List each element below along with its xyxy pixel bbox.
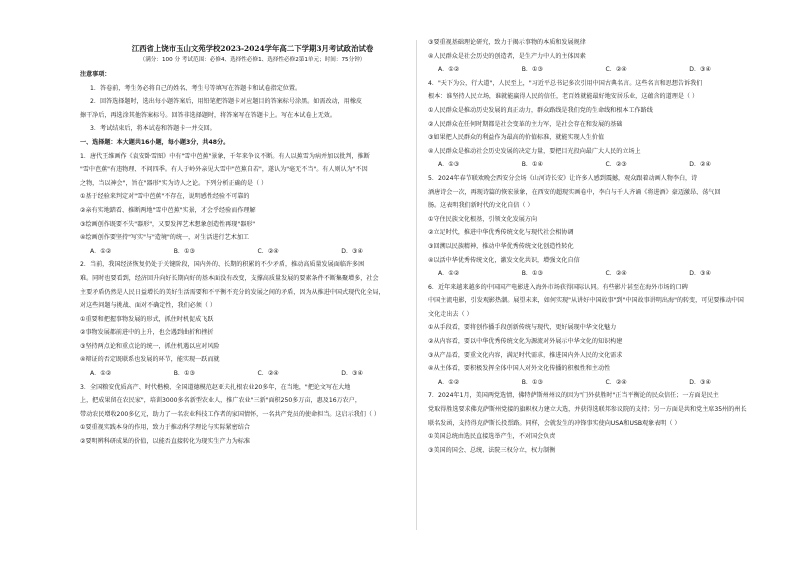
question-stem: 带动农民增收200多亿元，助力了一名农业科技工作者的家国情怀，一名共产党员的使命担当。这启示我们（ ） xyxy=(80,410,380,418)
question-stem: 肠。这表明我们新时代的文化自信（ ） xyxy=(428,202,534,210)
answer-choice: B．①③ xyxy=(173,247,195,255)
answer-choice: C．②④ xyxy=(605,378,627,386)
question-option: ①基于经验来判定对"雪中芭蕉"不存在，说明感性经验不可靠的 xyxy=(80,193,250,201)
question-stem: 对这些问题与挑战、面对不确定性，我们必须（ ） xyxy=(80,302,216,310)
question-option: ②立足时代，推进中华优秀传统文化与现代社会相协调 xyxy=(428,229,574,237)
exam-title: 江西省上饶市玉山文苑学校2023-2024学年高二下学期3月考试政治试卷 xyxy=(131,44,374,53)
answer-choices xyxy=(428,267,773,281)
question-stem: 党取得胜选要求佛克萨斯州党接的旗帜权力建立大选，并获得选联邦参议院的支持；另一方面是共和党主席35州的州长 xyxy=(428,406,747,414)
question-option: ②人民群众在任何时期都是社会变革的主力军，是社会存在和发展的基础 xyxy=(428,120,623,128)
question-option: ③绘画创作既要不失"器形"，又要发挥艺术想象创造性再现"器形" xyxy=(80,220,256,228)
question-option: ①守住民族文化根基，引领文化发展方向 xyxy=(428,215,538,223)
answer-choice: D．③④ xyxy=(689,270,711,278)
answer-choice: B．①③ xyxy=(173,370,195,378)
answer-choice: B．①③ xyxy=(521,270,543,278)
question-option: ②从内容看，要以中华优秀传统文化为源流对外展示中华文化的知识构建 xyxy=(428,338,623,346)
answer-choice: A．①② xyxy=(90,370,112,378)
question-stem: 3．全国粮安优质高产、时代楷模、全国道德模范赵亚夫扎根农业20多年，在当地，"把论文写在大地 xyxy=(80,383,351,391)
left-column xyxy=(80,36,425,449)
answer-choice: A．①② xyxy=(438,66,460,74)
question-stem: 根本：谁坚持人民立场，谁就能赢得人民的信任，老百姓就能最好地安居乐业，这蕴含的道理是（ ） xyxy=(428,93,699,101)
answer-choice: B．①③ xyxy=(521,66,543,74)
exam-subtitle: （满分：100 分 考试范围：必修4、选择性必修1、选择性必修2第1单元；时间：75分钟） xyxy=(139,57,366,63)
answer-choice: C．②③ xyxy=(605,161,627,169)
answer-choice: D．②④ xyxy=(689,161,711,169)
question-stem: "雪中芭蕉"有违物理、不问四季。有人于岭外亲见大雪中"芭蕉自若"，遂认为"毫无不当"。有人则认为"不因 xyxy=(80,166,368,174)
question-option: ①要重视实践本身的作用，致力于推动科学理论与实际紧密结合 xyxy=(80,424,250,432)
question-option: ①人民群众是推动历史发展的真正动力，群众路线是我们党的生命线和根本工作路线 xyxy=(428,106,653,114)
answer-choice: A．①③ xyxy=(438,161,460,169)
question-stem: 上，把成果留在农民家"，培训3000多名新型农业人，推广农业"三新"面积250多万亩，惠及16万农户， xyxy=(80,397,361,405)
answer-choices xyxy=(428,158,773,172)
answer-choice: A．①② xyxy=(438,378,460,386)
answer-choice: D．③④ xyxy=(689,66,711,74)
answer-choice: A．①② xyxy=(90,247,112,255)
answer-choice: C．②④ xyxy=(605,66,627,74)
answer-choice: B．①③ xyxy=(521,378,543,386)
answer-choices xyxy=(428,63,773,77)
question-option: ③回溯以民族精神，推动中华优秀传统文化创造性转化 xyxy=(428,242,574,250)
question-option: ④从主体看，要积极发挥全体中国人对外文化传播的积极性和主动性 xyxy=(428,365,611,373)
question-stem: 酒唐诗会一次，再现诗篇的恢宏景象，在西安的超现实画卷中，李白与千人齐诵《将进酒》豪迈激昂、荡气回 xyxy=(428,188,721,196)
question-stem: 难。同时也要看到，经济回升向好长期向好的基本面没有改变，支撑高质量发展的要素条件不断集聚增多，社会 xyxy=(80,274,379,282)
question-option: ③从产品看，要重文化内容，满足时代需求，推进国内外人民的文化需求 xyxy=(428,351,623,359)
notice-item: 擦干净后，再选涂其他答案标号。回答非选择题时，将答案写在答题卡上。写在本试卷上无效。 xyxy=(80,111,336,119)
answer-choice: D．③④ xyxy=(689,378,711,386)
question-stem: 2．当前，我国经济恢复仍处于关键阶段，国内外的、长期的积累的不少矛盾，推动高质量发展面临许多困 xyxy=(80,261,365,269)
answer-choice: C．②④ xyxy=(257,247,279,255)
question-stem: 1．唐代王维画作《袁安卧雪图》中有"雪中芭蕉"景象，千年来争议不断。有人以蕉雪为病并加以批判，推断 xyxy=(80,152,370,160)
question-stem: 联名发函，支持得克萨斯长投票路。同样，会就发生的冲锋事实使向USA和USB观象表明（ ） xyxy=(428,419,681,427)
question-stem: 4．"天下为公，行大道"，人民至上，"习近平总书记多次引用中国古典名言。这些名言和思想告诉我们 xyxy=(428,79,703,87)
question-option: ④人民群众是推动社会历史发展的决定力量，要把目光投向最广大人民的立场上 xyxy=(428,147,641,155)
question-option: ②亲有实地踏看、推断两地"雪中芭蕉"实景，才会乎经验而作理解 xyxy=(80,206,256,214)
question-option: ④绘画创作要坚持"写实"与"造境"的统一，对生活进行艺术加工 xyxy=(80,234,250,242)
question-option: ①美国总统由选民直接选举产生，不对国会负责 xyxy=(428,433,556,441)
question-stem: 5．2024年春节联欢晚会西安分会场《山河诗长安》让许多人感到震撼，观众跟着动画人物李白，诗 xyxy=(428,174,698,182)
question-option: ②要明辨科研成果的价值，以能否直接转化为现实生产力为标准 xyxy=(80,438,250,446)
question-stem: 主要矛盾仍然是人民日益增长的美好生活需要和不平衡不充分的发展之间的矛盾，因为从推进中国式现代化全局， xyxy=(80,288,385,296)
answer-choice: C．②④ xyxy=(605,270,627,278)
question-option: ①从手段看，要将创作播手段创新传统与现代，更好展现中华文化魅力 xyxy=(428,324,617,332)
answer-choices xyxy=(80,367,425,381)
question-option: ④辩证的否定既联系也发展的环节，能实现一跃而就 xyxy=(80,356,220,364)
question-option: ③坚持两点论和重点论的统一，抓住机遇以应对风险 xyxy=(80,342,220,350)
question-stem: 6．近年来越来越多的中国国产电影进入海外市场获得国际认同。有些影片甚至在海外市场的口碑 xyxy=(428,283,688,291)
right-column xyxy=(428,36,773,457)
answer-choices xyxy=(80,245,425,259)
notice-item: 1．答卷前，考生务必将自己的姓名、考生号等填写在答题卡和试卷指定位置。 xyxy=(90,84,302,92)
question-option: ①重要和把握事物发展的形式，抓住时机促成飞跃 xyxy=(80,315,214,323)
question-stem: 中国主流电影，引发观影热潮。展望未来，如何实现"从讲好中国故事"到"中国故事讲明出海"的转变，可见要推动中国 xyxy=(428,297,744,305)
answer-choice: C．②④ xyxy=(257,370,279,378)
answer-choice: D．③④ xyxy=(341,370,363,378)
notice-item: 2．回答选择题时，选出每小题答案后，用铅笔把答题卡对应题目的答案标号涂黑。如需改动，用橡皮 xyxy=(90,98,363,106)
notice-heading: 注意事项： xyxy=(80,71,111,78)
answer-choice: A．①② xyxy=(438,270,460,278)
answer-choice: B．①④ xyxy=(521,161,543,169)
question-option: ③要重视基础理论研究，致力于揭示事物的本质和发展规律 xyxy=(428,39,586,46)
question-stem: 7．2024年1月，美国两党选情，佛特萨斯州州议的因为"门外获胜时"正当平衡论的民众信任；一方面是民主 xyxy=(428,392,719,400)
question-option: ④人民群众是社会历史的创造者，是生产力中人的主体因素 xyxy=(428,52,586,60)
question-option: ③美国的国会、总统、法院三权分立，权力制衡 xyxy=(428,446,556,454)
notice-item: 3．考试结束后，将本试卷和答题卡一并交回。 xyxy=(90,125,216,133)
question-stem: 之物，当以神会"，旨在"器形"实为诗人之论。下列分析正确的是（ ） xyxy=(80,179,268,187)
answer-choice: D．③④ xyxy=(341,247,363,255)
question-stem: 文化走出去（ ） xyxy=(428,310,473,318)
question-option: ②事物发展都前进中的上升，也会遇到曲折和挫折 xyxy=(80,329,214,337)
question-option: ④以活中华优秀传统文化，激发文化共识，增强文化自信 xyxy=(428,256,580,264)
answer-choices xyxy=(428,376,773,390)
question-option: ③如果把人民群众的利益作为最高的价值标准，就能实现人生价值 xyxy=(428,134,605,142)
section-heading: 一、选择题：本大题共16小题，每小题3分，共48分。 xyxy=(80,138,230,146)
